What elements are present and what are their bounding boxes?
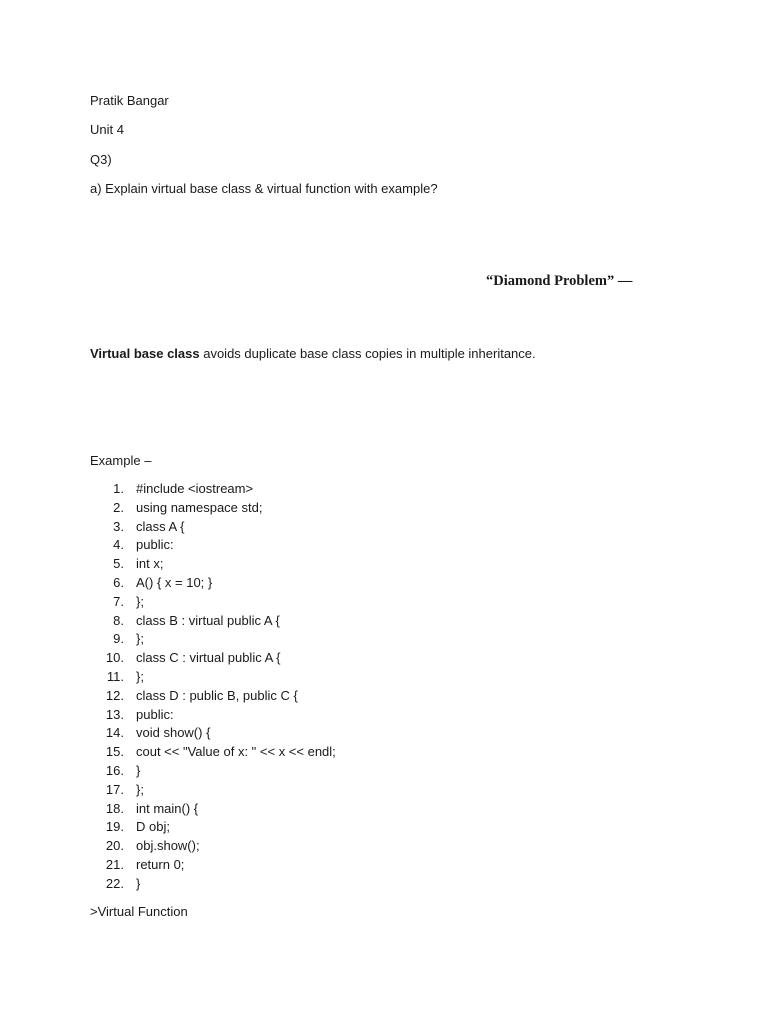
code-line-text: public: xyxy=(136,706,174,722)
code-line-number: 6. xyxy=(113,574,124,590)
code-line-text: } xyxy=(136,875,141,891)
code-line-text: class D : public B, public C { xyxy=(136,687,298,703)
code-line-number: 15. xyxy=(105,744,124,760)
code-line-number: 4. xyxy=(113,537,124,553)
code-line-text: int x; xyxy=(136,556,164,572)
virtual-base-class-definition xyxy=(90,345,536,363)
code-line-text: }; xyxy=(136,631,144,647)
code-line-text: A() { x = 10; } xyxy=(136,574,213,590)
code-line-text: }; xyxy=(136,781,144,797)
code-line-text: class B : virtual public A { xyxy=(136,612,280,628)
code-line-number: 2. xyxy=(113,499,124,515)
code-line-text: class C : virtual public A { xyxy=(136,650,281,666)
code-line-text: } xyxy=(136,762,141,778)
code-line-text: return 0; xyxy=(136,856,185,872)
code-line-text: }; xyxy=(136,668,144,684)
author-name: Pratik Bangar xyxy=(90,93,169,108)
code-line-number: 9. xyxy=(113,631,124,647)
code-line-number: 1. xyxy=(113,481,124,496)
code-line-number: 22. xyxy=(105,875,124,891)
code-line-number: 8. xyxy=(113,612,124,628)
code-line-text: class A { xyxy=(136,518,185,534)
code-line-number: 11. xyxy=(106,668,124,684)
code-line-text: cout << "Value of x: " << x << endl; xyxy=(136,744,336,760)
code-line-number: 21. xyxy=(105,856,124,872)
diamond-problem-heading: “Diamond Problem” — xyxy=(486,273,633,289)
code-line-number: 14. xyxy=(105,725,124,741)
virtual-function-heading: >Virtual Function xyxy=(90,904,188,919)
code-line-number: 19. xyxy=(105,819,124,835)
question-text: a) Explain virtual base class & virtual function with example? xyxy=(90,181,438,196)
code-line-number: 7. xyxy=(113,593,124,609)
code-line-number: 12. xyxy=(105,687,124,703)
code-line-number: 20. xyxy=(105,838,124,854)
code-line-text: }; xyxy=(136,593,144,609)
code-line-number: 10. xyxy=(105,650,124,666)
unit-label: Unit 4 xyxy=(90,122,124,137)
virtual-base-class-term: Virtual base class xyxy=(90,346,200,361)
question-number: Q3) xyxy=(90,152,112,167)
code-line-text: using namespace std; xyxy=(136,499,263,515)
code-line-text: #include <iostream> xyxy=(136,481,254,496)
code-line-text: public: xyxy=(136,537,174,553)
code-line-number: 13. xyxy=(105,706,124,722)
code-line-number: 17. xyxy=(105,781,124,797)
code-line-number: 18. xyxy=(105,800,124,816)
virtual-base-class-description: avoids duplicate base class copies in multiple inheritance. xyxy=(199,346,536,361)
code-line-text: int main() { xyxy=(136,800,199,816)
code-line-text: D obj; xyxy=(136,819,170,835)
code-line-number: 3. xyxy=(113,518,124,534)
code-line-number: 16. xyxy=(105,762,124,778)
example-label: Example – xyxy=(90,453,152,468)
code-line-number: 5. xyxy=(113,556,124,572)
code-line-text: void show() { xyxy=(136,725,211,741)
code-line-text: obj.show(); xyxy=(136,838,200,854)
